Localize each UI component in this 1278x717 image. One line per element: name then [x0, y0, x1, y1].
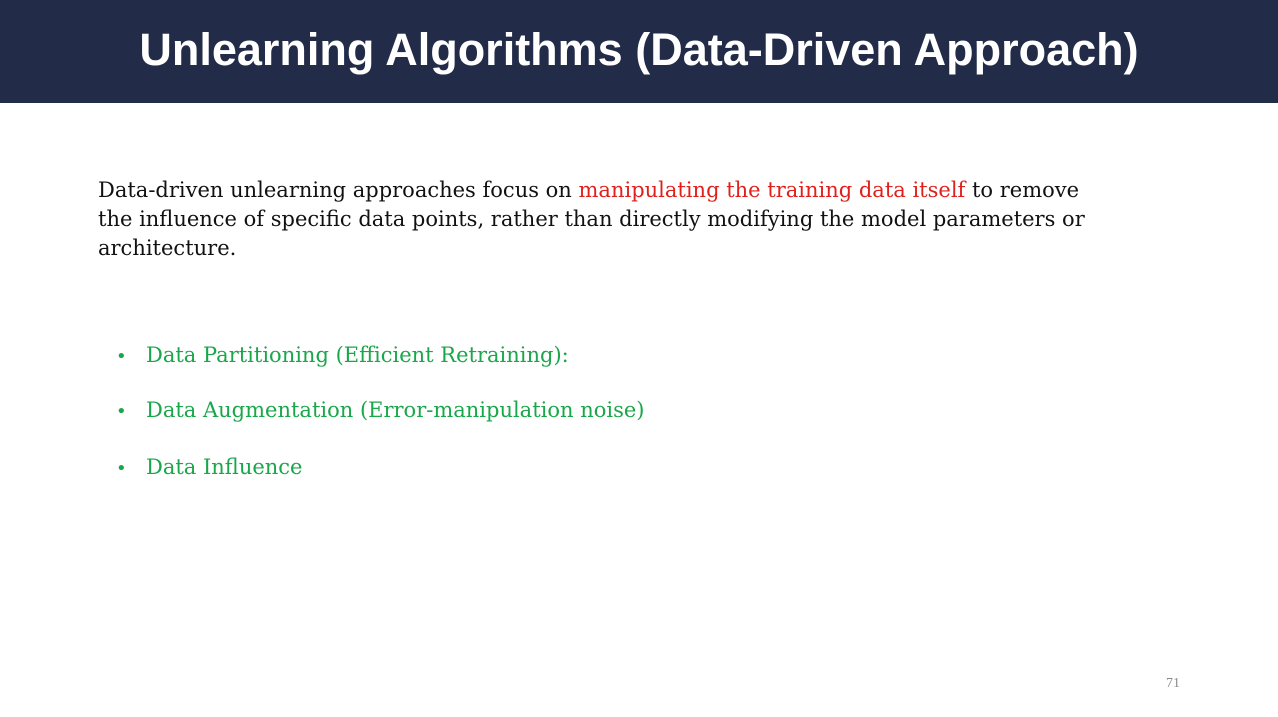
bullet-item [116, 343, 644, 373]
bullet-dot-icon: • [116, 458, 127, 479]
bullet-dot-icon: • [116, 401, 127, 422]
bullet-text-data-partitioning: Data Partitioning (Efficient Retraining): [146, 343, 569, 367]
bullet-list [116, 343, 644, 485]
intro-text-after: to remove the influence of specific data points, rather than directly modifying the model parameters or architecture. [98, 178, 1085, 260]
bullet-item [116, 455, 644, 485]
intro-highlight: manipulating the training data itself [578, 178, 966, 202]
bullet-item [116, 398, 644, 428]
slide-title: Unlearning Algorithms (Data-Driven Approach) [139, 23, 1139, 75]
intro-paragraph [98, 176, 1088, 263]
intro-text-before: Data-driven unlearning approaches focus on [98, 178, 579, 202]
title-bar [0, 0, 1278, 103]
bullet-dot-icon: • [116, 346, 127, 367]
bullet-text-data-influence: Data Influence [146, 455, 303, 479]
bullet-text-data-augmentation: Data Augmentation (Error-manipulation noise) [146, 398, 645, 422]
page-number: 71 [1166, 676, 1180, 691]
